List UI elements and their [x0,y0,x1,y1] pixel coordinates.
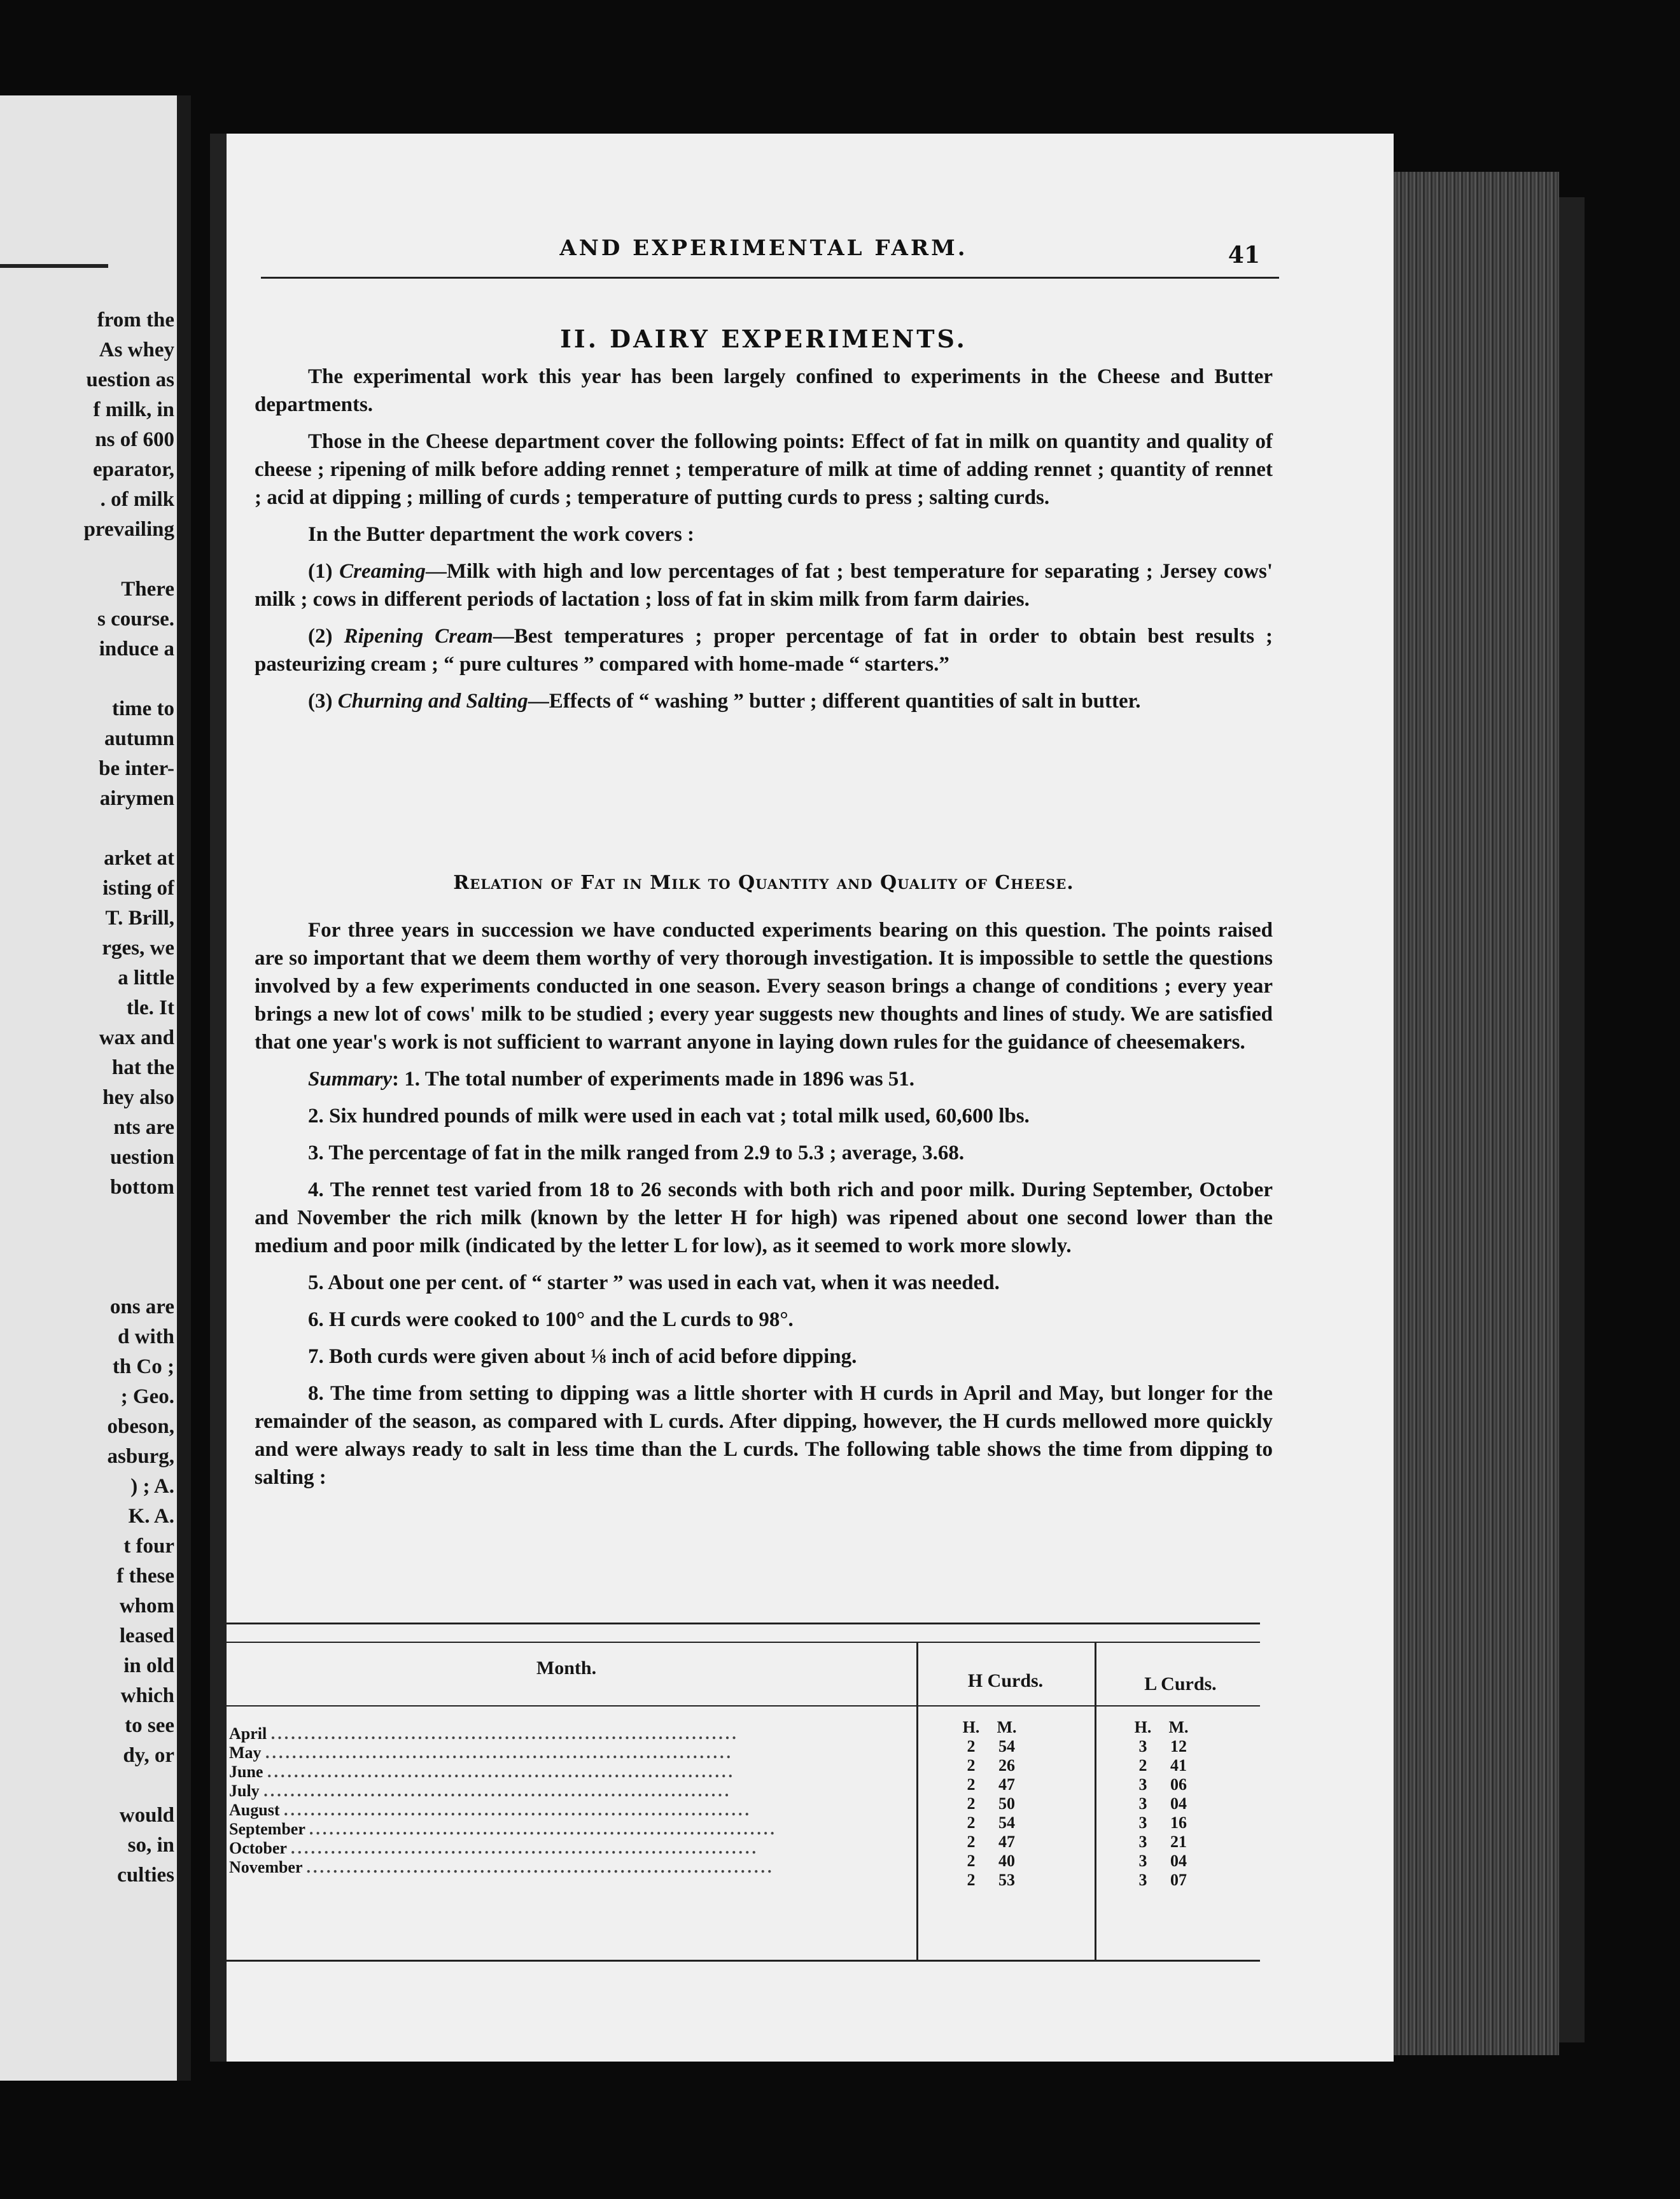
left-page-line: uestion as [86,368,174,391]
left-page-line: As whey [99,339,174,361]
table-bottom-rule [216,1960,1260,1962]
col-header-h-curds: H Curds. [967,1670,1044,1691]
left-page-line: culties [117,1864,174,1887]
table-cell-time: 3 21 [1138,1832,1187,1851]
section-title: II. DAIRY EXPERIMENTS. [560,325,967,353]
left-page-line: rges, we [102,937,174,960]
table-cell-time: 2 53 [967,1871,1015,1889]
left-page-line: would [119,1804,174,1827]
left-page-line: in old [123,1654,174,1677]
summary-label: Summary [308,1068,393,1091]
table-cell-time: 2 26 [967,1756,1015,1775]
left-page-line: which [120,1684,174,1707]
left-page-line: ; Geo. [120,1385,174,1408]
dipping-to-salting-table [216,1623,1260,1979]
body-text [255,916,1273,1500]
col-divider-1 [916,1642,918,1960]
left-page-line: autumn [104,727,174,750]
left-page-line: f milk, in [93,398,174,421]
table-cell-time: 3 12 [1138,1737,1187,1756]
left-page-line: so, in [127,1834,174,1857]
left-page-line: wax and [99,1026,174,1049]
left-page-line: airymen [99,787,174,810]
table-cell-time: 3 04 [1138,1852,1187,1870]
table-cell-time: 2 40 [967,1852,1015,1870]
left-page-line: uestion [110,1146,174,1169]
header-rule [261,277,1279,279]
butter-item-ripening: (2) Ripening Cream—Best temperatures ; proper percentage of fat in order to obtain best results ; pasteurizing cream ; “ pure cultures ” compared with home-made “ starters.” [255,625,1273,676]
intro-paragraph-3: In the Butter department the work covers : [308,523,695,546]
left-page-line [9,664,174,694]
table-row-month: July ...................................................................... [229,1782,732,1800]
butter-item-churning: (3) Churning and Salting—Effects of “ washing ” butter ; different quantities of salt in butter. [308,690,1141,713]
table-cell-time: 2 41 [1138,1756,1187,1775]
left-page-rule [0,264,108,268]
table-top-rule [216,1623,1260,1624]
item-title: Churning and Salting [337,690,528,713]
h-curds-column [955,1718,1026,1890]
table-top-rule-thin [216,1642,1260,1643]
book-gutter [177,95,191,2081]
left-page-line: ) ; A. [130,1475,174,1498]
left-page-line: time to [111,697,174,720]
col-header-l-curds: L Curds. [1144,1673,1217,1694]
running-head: AND EXPERIMENTAL FARM. [559,235,968,261]
left-page-line [9,1232,174,1262]
subheading: Relation of Fat in Milk to Quantity and Quality of Cheese. [453,872,1074,894]
summary-item-6: 6. H curds were cooked to 100° and the L curds to 98°. [308,1308,794,1331]
page-number: 41 [1228,242,1260,269]
left-page-line: There [121,578,174,601]
month-column [229,1724,897,1877]
left-facing-page [0,95,191,2081]
left-page-line: nts are [113,1116,174,1139]
left-page-line: d with [118,1325,174,1348]
left-page-line: be inter- [99,757,174,780]
summary-item-5: 5. About one per cent. of “ starter ” was used in each vat, when it was needed. [308,1271,1000,1294]
summary-item-8: 8. The time from setting to dipping was a little shorter with H curds in April and May, but longer for the remainder of the season, as compared with L curds. After dipping, however, the H curds mellowed more quickly and were always ready to salt in less time than the L curds. The following table shows the time from dipping to salting : [255,1382,1273,1489]
left-page-line: ons are [109,1295,174,1318]
main-page [210,134,1394,2062]
left-page-text [9,305,174,1890]
summary-item-2: 2. Six hundred pounds of milk were used in each vat ; total milk used, 60,600 lbs. [308,1105,1030,1127]
left-page-line: prevailing [83,518,174,541]
item-title: Ripening Cream [344,625,493,648]
left-page-line: bottom [110,1176,174,1199]
left-page-line: s course. [97,608,174,631]
left-page-line [9,545,174,575]
page-header [261,229,1266,267]
table-cell-time: 2 54 [967,1813,1015,1832]
table-row-month: October ...................................................................... [229,1839,759,1857]
left-page-line: th Co ; [112,1355,174,1378]
left-page-line: asburg, [107,1445,174,1468]
left-page-line: dy, or [123,1744,174,1767]
summary-item-3: 3. The percentage of fat in the milk ranged from 2.9 to 5.3 ; average, 3.68. [308,1141,965,1164]
table-row-month: August ...................................................................... [229,1801,752,1819]
table-cell-time: 3 06 [1138,1775,1187,1794]
left-page-line: whom [119,1595,174,1617]
summary-item-7: 7. Both curds were given about ⅛ inch of acid before dipping. [308,1345,857,1368]
left-page-line [9,1203,174,1232]
intro-paragraph-2: Those in the Cheese department cover the following points: Effect of fat in milk on quantity and quality of cheese ; ripening of milk before adding rennet ; temperature of milk at time of adding rennet ; quantity of rennet ; acid at dipping ; milling of curds ; temperature of putting curds to press ; salting curds. [255,430,1273,509]
left-page-line: arket at [104,847,174,870]
unit-header-row: H. M. [962,1718,1017,1736]
col-header-month: Month. [536,1658,597,1679]
summary-item-4: 4. The rennet test varied from 18 to 26 seconds with both rich and poor milk. During September, October and November the rich milk (known by the letter H for high) was ripened about one second lower than the medium and poor milk (indicated by the letter L for low), as it seemed to work more slowly. [255,1178,1273,1257]
left-page-line: T. Brill, [105,907,174,930]
col-divider-2 [1095,1642,1096,1960]
table-row-month: April ...................................................................... [229,1724,739,1743]
left-page-line: a little [118,967,174,989]
header-bottom-rule [216,1705,1260,1707]
left-page-line: hey also [102,1086,174,1109]
table-cell-time: 3 04 [1138,1794,1187,1813]
left-page-line: from the [97,309,174,332]
intro-text [255,363,1273,724]
table-cell-time: 2 47 [967,1775,1015,1794]
left-page-line: to see [125,1714,174,1737]
left-page-line: isting of [102,877,174,900]
table-row-month: November ...................................................................... [229,1858,774,1876]
table-cell-time: 2 50 [967,1794,1015,1813]
table-cell-time: 3 07 [1138,1871,1187,1889]
butter-item-creaming: (1) Creaming—Milk with high and low percentages of fat ; best temperature for separating ; Jersey cows' milk ; cows in different periods of lactation ; loss of fat in skim milk from farm dairies. [255,560,1273,611]
left-page-line: ns of 600 [95,428,174,451]
table-row-month: September ...................................................................... [229,1820,777,1838]
l-curds-column [1126,1718,1198,1890]
table-cell-time: 2 54 [967,1737,1015,1756]
summary-item-1: Summary: 1. The total number of experiments made in 1896 was 51. [308,1068,915,1091]
unit-header-row: H. M. [1134,1718,1189,1736]
left-page-line: induce a [99,638,174,660]
table-row-month: May ...................................................................... [229,1743,734,1762]
left-page-line: hat the [111,1056,174,1079]
table-cell-time: 3 16 [1138,1813,1187,1832]
left-page-line: tle. It [126,996,174,1019]
left-page-line: . of milk [100,488,174,511]
item-title: Creaming [339,560,426,583]
table-cell-time: 2 47 [967,1832,1015,1851]
left-page-line: K. A. [128,1505,174,1528]
left-page-line [9,1262,174,1292]
book-page-edges [1381,172,1559,2055]
body-paragraph: For three years in succession we have conducted experiments bearing on this question. The points raised are so important that we deem them worthy of very thorough investigation. It is impossible to settle the questions involved by a few experiments conducted in one season. Every season brings a change of conditions ; every year brings a new lot of cows' milk to be studied ; every year suggests new thoughts and lines of study. We are satisfied that one year's work is not sufficient to warrant anyone in laying down rules for the guidance of cheesemakers. [255,919,1273,1054]
left-page-line: f these [116,1565,174,1588]
left-page-line: leased [119,1624,174,1647]
left-page-line: eparator, [92,458,174,481]
left-page-line: t four [123,1535,174,1558]
left-page-line [9,814,174,844]
left-page-line [9,1771,174,1801]
left-page-line: obeson, [107,1415,174,1438]
table-row-month: June ...................................................................... [229,1763,735,1781]
intro-paragraph-1: The experimental work this year has been largely confined to experiments in the Cheese and Butter departments. [255,365,1273,416]
